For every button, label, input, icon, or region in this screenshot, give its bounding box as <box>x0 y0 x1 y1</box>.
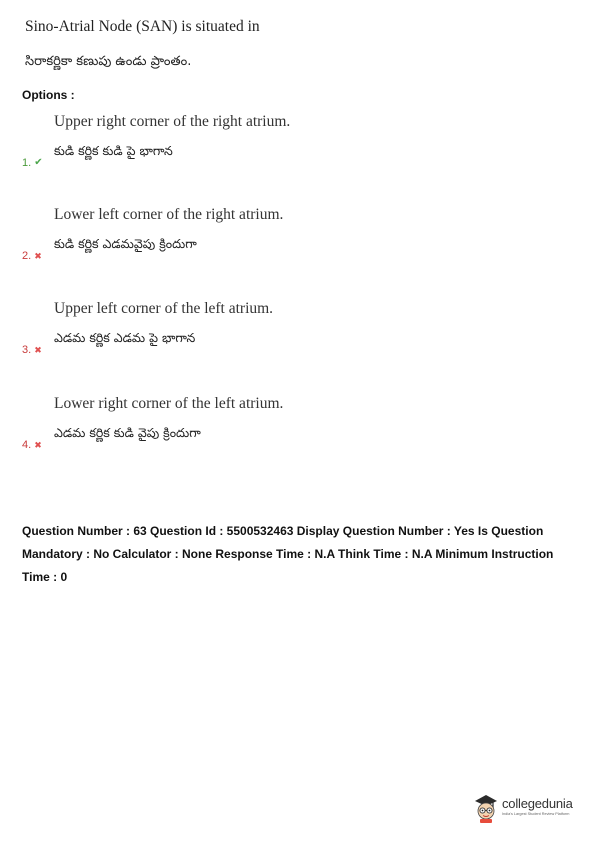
logo-name: collegedunia <box>502 796 573 811</box>
option-2-number <box>22 250 42 262</box>
mascot-icon <box>472 792 500 824</box>
cross-icon: ✖ <box>34 344 42 355</box>
options-heading: Options : <box>22 88 75 102</box>
collegedunia-logo[interactable] <box>472 792 590 830</box>
option-2 <box>0 206 595 286</box>
option-3-telugu: ఎడమ కర్ణిక ఎడమ పై భాగాన <box>54 330 196 345</box>
option-1-english: Upper right corner of the right atrium. <box>54 113 291 130</box>
option-1-telugu: కుడి కర్ణిక కుడి పై భాగాన <box>54 143 173 158</box>
question-text-english: Sino-Atrial Node (SAN) is situated in <box>25 18 260 35</box>
option-1 <box>0 113 595 193</box>
option-4-number-label: 4. <box>22 439 32 451</box>
logo-tagline: India's Largest Student Review Platform <box>502 812 570 816</box>
option-4 <box>0 395 595 475</box>
option-2-telugu: కుడి కర్ణిక ఎడమవైపు క్రిందుగా <box>54 236 197 251</box>
option-3-number-label: 3. <box>22 344 32 356</box>
option-4-telugu: ఎడమ కర్ణిక కుడి వైపు క్రిందుగా <box>54 425 201 440</box>
cross-icon: ✖ <box>34 250 42 261</box>
question-text-telugu: సిరాకర్ణికా కణుపు ఉండు ప్రాంతం. <box>25 54 192 69</box>
option-2-english: Lower left corner of the right atrium. <box>54 206 284 223</box>
option-3-number <box>22 344 42 356</box>
cross-icon: ✖ <box>34 439 42 450</box>
option-1-number-label: 1. <box>22 157 32 169</box>
option-2-number-label: 2. <box>22 250 32 262</box>
question-metadata: Question Number : 63 Question Id : 5500532463 Display Question Number : Yes Is Question Mandatory : No Calculator : None Response Time : N.A Think Time : N.A Minimum Instruction Time : 0 <box>22 524 554 584</box>
option-1-number <box>22 157 43 169</box>
option-3-english: Upper left corner of the left atrium. <box>54 300 274 317</box>
option-3 <box>0 300 595 380</box>
checkmark-icon: ✔ <box>34 157 43 168</box>
option-4-number <box>22 439 42 451</box>
option-4-english: Lower right corner of the left atrium. <box>54 395 284 412</box>
